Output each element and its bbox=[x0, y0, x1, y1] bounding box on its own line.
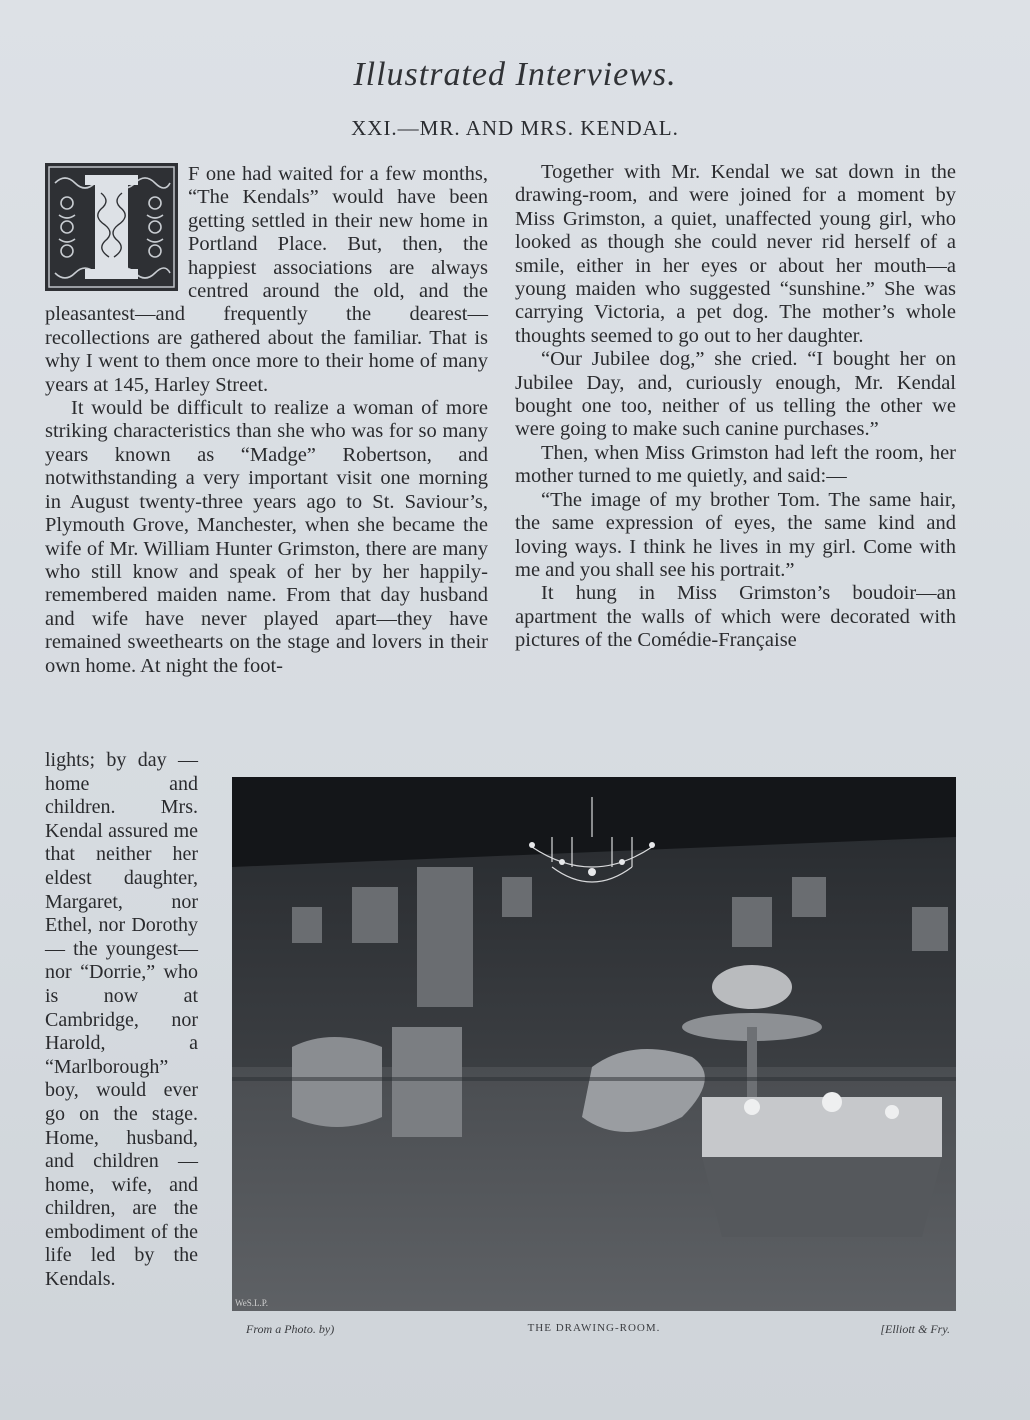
caption-photographer: [Elliott & Fry. bbox=[880, 1322, 950, 1336]
paragraph-boudoir: It hung in Miss Grimston’s boudoir—an apartment the walls of which were decorated with pictures of the Comédie-Française bbox=[515, 582, 956, 652]
paragraph-drawing-room: Together with Mr. Kendal we sat down in the drawing-room, and were joined for a moment by Miss Grimston, a quiet, unaffected young girl, who looked as though she could never rid herself of a smile, either in her eyes or about her mouth—a young maiden who suggested “sunshine.” She was carrying Victoria, a pet dog. The mother’s whole thoughts seemed to go out to her daughter. bbox=[515, 161, 956, 347]
article-title: XXI.—MR. AND MRS. KENDAL. bbox=[351, 116, 679, 140]
paragraph-footlights: lights; by day — home and children. Mrs. Kendal assured me that neither her eldest daughter, Margaret, nor Ethel, nor Dorothy— the youngest— nor “Dorrie,” who is now at Cambridge, nor Harold, a “Marlborough” boy, would ever go on the stage. Home, husband, and children — home, wife, and children, are the embodiment of the life led by the Kendals. bbox=[45, 749, 198, 1291]
paragraph-brother-tom: “The image of my brother Tom. The same hair, the same expression of eyes, the same kind and loving ways. I think he lives in my girl. Come with me and you shall see his portrait.” bbox=[515, 488, 956, 581]
caption-title: THE DRAWING-ROOM. bbox=[527, 1322, 661, 1334]
drawing-room-photograph bbox=[232, 777, 956, 1311]
caption-photo-credit-label: From a Photo. by) bbox=[246, 1322, 335, 1336]
figure-caption bbox=[232, 1322, 956, 1342]
narrow-column-beside-figure bbox=[45, 749, 198, 1292]
ornamental-letter-i-icon bbox=[45, 163, 178, 291]
engraver-mark: WeS.L.P. bbox=[235, 1298, 269, 1308]
drawing-room-engraving bbox=[232, 777, 956, 1311]
drop-cap-initial-i bbox=[45, 163, 178, 291]
paragraph-opening: F one had waited for a few months, “The Kendals” would have been getting settled in their new home in Portland Place. But, then, the happiest associations are always centred around the old, and the pleasantest—and frequently the dearest—recollections are gathered about the familiar. That is why I went to them once more to their home of many years at 145, Harley Street. bbox=[45, 163, 488, 396]
paragraph-jubilee-dog: “Our Jubilee dog,” she cried. “I bought her on Jubilee Day, and, curiously enough, Mr. Kendal bought one too, neither of us telling the other we were going to make such canine purchases.” bbox=[515, 348, 956, 441]
left-column bbox=[45, 163, 488, 678]
right-column bbox=[515, 161, 956, 653]
running-title: Illustrated Interviews. bbox=[353, 56, 677, 93]
paragraph-mother-turned: Then, when Miss Grimston had left the room, her mother turned to me quietly, and said:— bbox=[515, 441, 956, 488]
paragraph-madge-robertson: It would be difficult to realize a woman of more striking characteristics than she who was for so many years known as “Madge” Robertson, and notwithstanding a very important visit one morning in August twenty-three years ago to St. Saviour’s, Plymouth Grove, Manchester, when she became the wife of Mr. William Hunter Grimston, there are many who still know and speak of her by her happily-remembered maiden name. From that day husband and wife have never played apart—they have remained sweethearts on the stage and lovers in their own home. At night the foot- bbox=[45, 397, 488, 677]
